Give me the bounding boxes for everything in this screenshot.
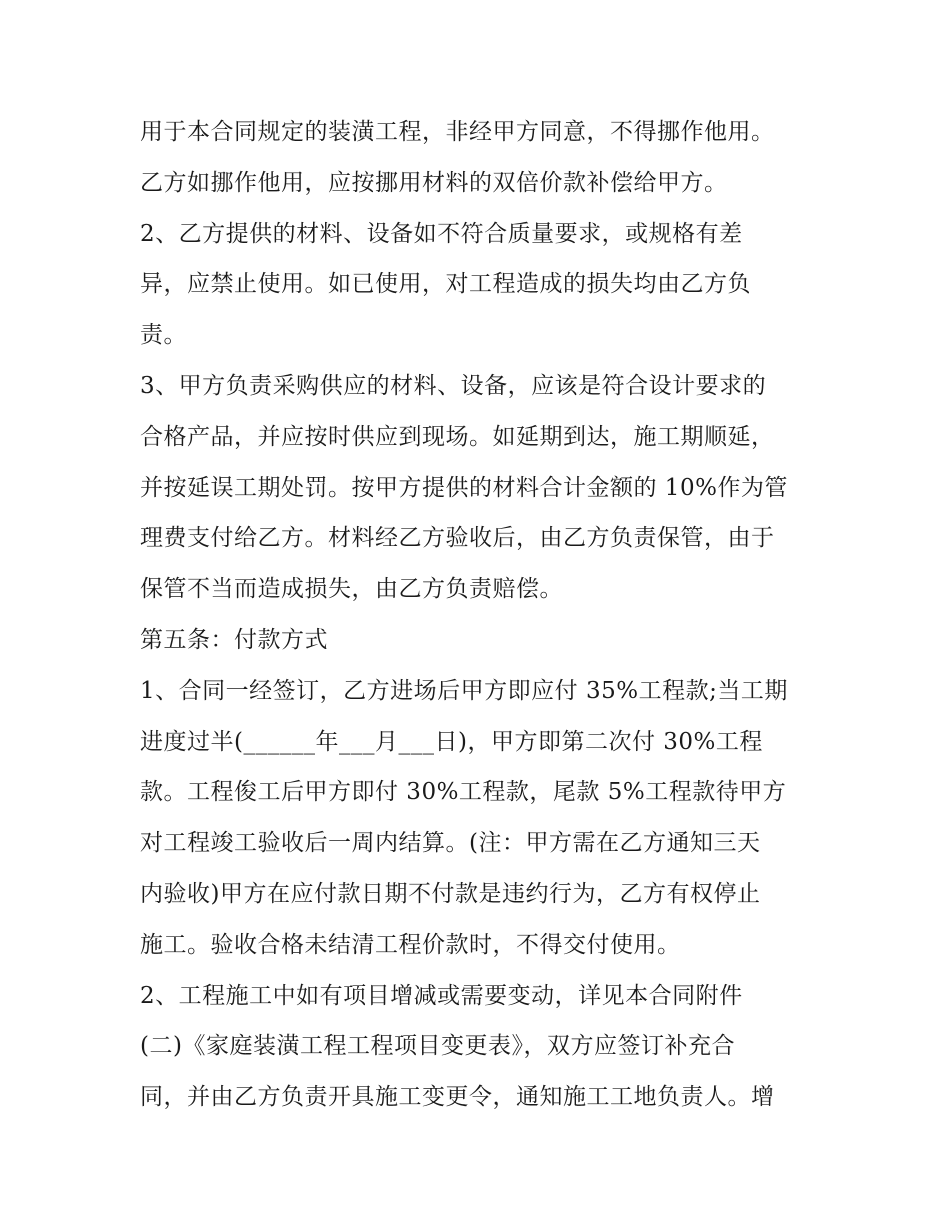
text-line: 2、工程施工中如有项目增减或需要变动，详见本合同附件 (140, 982, 743, 1009)
text-line: 并按延误工期处罚。按甲方提供的材料合计金额的 10%作为管 (140, 474, 788, 501)
text-line: 乙方如挪作他用，应按挪用材料的双倍价款补偿给甲方。 (140, 169, 728, 196)
text-line: 2、乙方提供的材料、设备如不符合质量要求，或规格有差 (140, 220, 743, 247)
document-body (140, 107, 840, 1123)
text-line: 同，并由乙方负责开具施工变更令，通知施工工地负责人。增 (140, 1084, 775, 1111)
text-line: 合格产品，并应按时供应到现场。如延期到达，施工期顺延， (140, 423, 775, 450)
text-line: (二)《家庭装潢工程工程项目变更表》，双方应签订补充合 (140, 1033, 735, 1060)
text-line: 1、合同一经签订，乙方进场后甲方即应付 35%工程款;当工期 (140, 677, 788, 704)
section-heading: 第五条：付款方式 (140, 626, 328, 653)
text-line: 异，应禁止使用。如已使用，对工程造成的损失均由乙方负 (140, 271, 751, 298)
text-line: 3、甲方负责采购供应的材料、设备，应该是符合设计要求的 (140, 372, 767, 399)
text-line: 用于本合同规定的装潢工程，非经甲方同意，不得挪作他用。 (140, 119, 775, 145)
text-line: 保管不当而造成损失，由乙方负责赔偿。 (140, 576, 563, 603)
text-line: 施工。验收合格未结清工程价款时，不得交付使用。 (140, 931, 681, 958)
text-line: 责。 (140, 322, 187, 349)
text-line: 内验收)甲方在应付款日期不付款是违约行为，乙方有权停止 (140, 880, 761, 907)
text-line: 理费支付给乙方。材料经乙方验收后，由乙方负责保管，由于 (140, 525, 775, 552)
text-line: 进度过半(______年___月___日)，甲方即第二次付 30%工程 (140, 728, 763, 755)
text-line: 对工程竣工验收后一周内结算。(注：甲方需在乙方通知三天 (140, 830, 761, 857)
text-line: 款。工程俊工后甲方即付 30%工程款，尾款 5%工程款待甲方 (140, 779, 787, 806)
